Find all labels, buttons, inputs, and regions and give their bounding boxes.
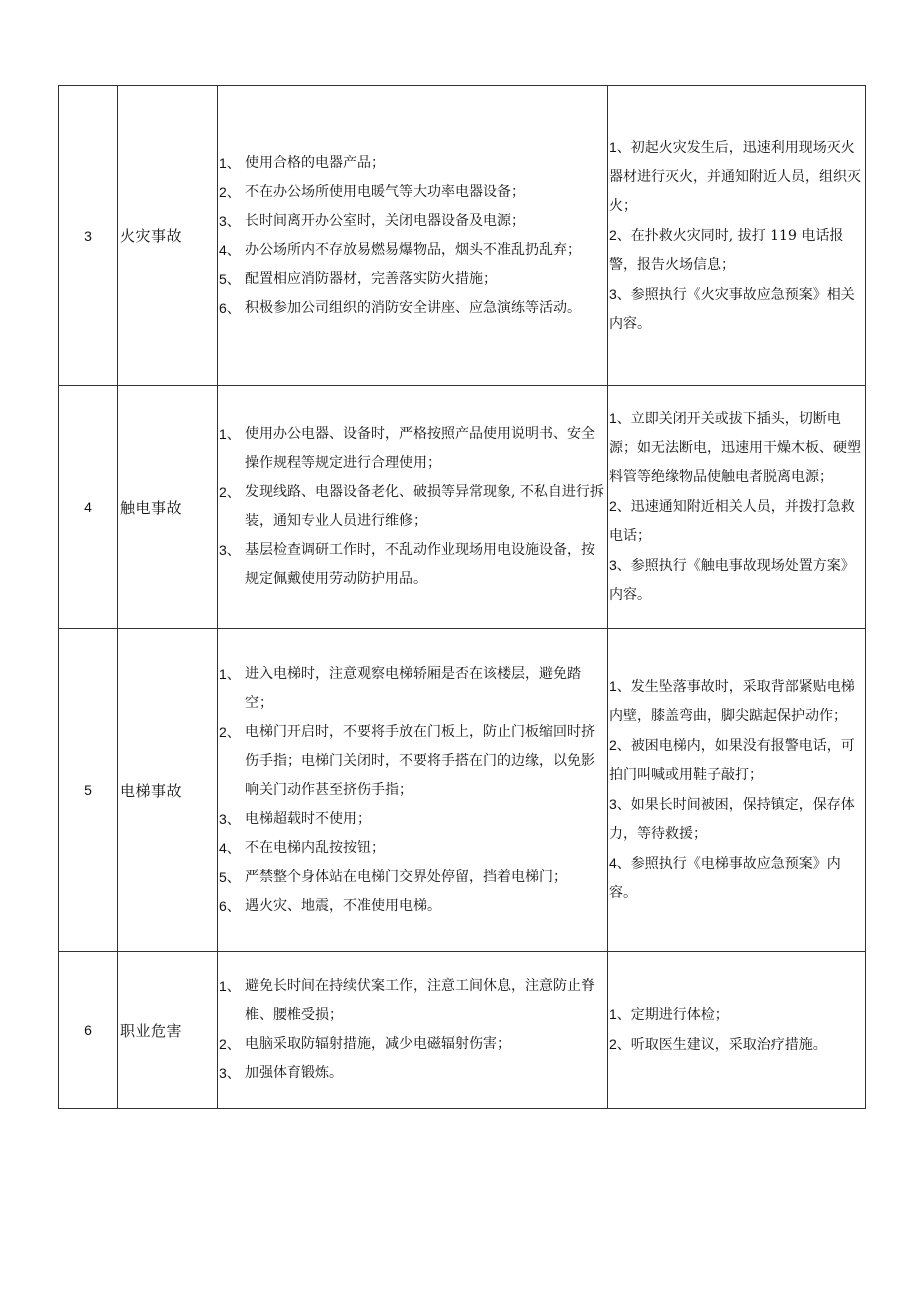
- row-number: 4: [59, 386, 118, 629]
- response-item: 2、听取医生建议，采取治疗措施。: [609, 1036, 827, 1053]
- prevention-measures-cell: [218, 952, 608, 1109]
- measure-item: 1、 使用合格的电器产品；: [219, 154, 385, 171]
- response-item: 3、如果长时间被困，保持镇定，保存体力，等待救援；: [609, 796, 855, 842]
- measure-item: 2、 不在办公场所使用电暖气等大功率电器设备；: [219, 183, 525, 200]
- response-item: 2、被困电梯内，如果没有报警电话，可拍门叫喊或用鞋子敲打；: [609, 737, 855, 783]
- measure-item: 4、 不在电梯内乱按按钮；: [219, 839, 385, 856]
- emergency-response-cell: [608, 629, 866, 952]
- measure-item: 3、 电梯超载时不使用；: [219, 810, 371, 827]
- measure-item: 2、 电梯门开启时，不要将手放在门板上，防止门板缩回时挤伤手指；电梯门关闭时，不要将手搭在门的边缘，以免影响关门动作甚至挤伤手指；: [219, 723, 595, 798]
- prevention-measures-cell: [218, 86, 608, 386]
- measure-item: 4、 办公场所内不存放易燃易爆物品，烟头不准乱扔乱弃；: [219, 241, 581, 258]
- row-number: 5: [59, 629, 118, 952]
- response-item: 2、迅速通知附近相关人员，并拨打急救电话；: [609, 498, 855, 544]
- emergency-response-cell: [608, 386, 866, 629]
- hazard-type: 电梯事故: [118, 629, 218, 952]
- response-item: 4、参照执行《电梯事故应急预案》内容。: [609, 855, 841, 901]
- measure-item: 1、 进入电梯时，注意观察电梯轿厢是否在该楼层，避免踏空；: [219, 665, 581, 711]
- hazard-type: 职业危害: [118, 952, 218, 1109]
- hazard-type: 火灾事故: [118, 86, 218, 386]
- measure-item: 2、 电脑采取防辐射措施，减少电磁辐射伤害；: [219, 1036, 511, 1052]
- table-row: [59, 952, 866, 1109]
- prevention-measures-cell: [218, 629, 608, 952]
- response-item: 1、定期进行体检；: [609, 1006, 729, 1023]
- table-body: [59, 86, 866, 1109]
- measure-item: 5、 配置相应消防器材，完善落实防火措施；: [219, 270, 497, 287]
- hazard-measures-table: [58, 85, 866, 1109]
- response-item: 1、发生坠落事故时，采取背部紧贴电梯内壁，膝盖弯曲，脚尖踮起保护动作；: [609, 678, 855, 724]
- emergency-response-cell: [608, 952, 866, 1109]
- measure-item: 6、 遇火灾、地震，不准使用电梯。: [219, 897, 441, 914]
- response-item: 1、初起火灾发生后，迅速利用现场灭火器材进行灭火，并通知附近人员，组织灭火；: [609, 138, 861, 214]
- measure-item: 1、 使用办公电器、设备时，严格按照产品使用说明书、安全操作规程等规定进行合理使用；: [219, 426, 595, 471]
- row-number: 3: [59, 86, 118, 386]
- prevention-measures-cell: [218, 386, 608, 629]
- measure-item: 2、 发现线路、电器设备老化、破损等异常现象, 不私自进行拆装，通知专业人员进行维修；: [219, 484, 604, 529]
- table-row: [59, 86, 866, 386]
- table-row: [59, 629, 866, 952]
- measure-item: 6、 积极参加公司组织的消防安全讲座、应急演练等活动。: [219, 299, 581, 316]
- response-item: 3、参照执行《触电事故现场处置方案》内容。: [609, 557, 855, 603]
- row-number: 6: [59, 952, 118, 1109]
- response-item: 2、在扑救火灾同时, 拔打 119 电话报警，报告火场信息；: [609, 226, 844, 273]
- measure-item: 3、 基层检查调研工作时，不乱动作业现场用电设施设备，按规定佩戴使用劳动防护用品。: [219, 542, 595, 587]
- hazard-type: 触电事故: [118, 386, 218, 629]
- measure-item: 5、 严禁整个身体站在电梯门交界处停留，挡着电梯门；: [219, 868, 567, 885]
- response-item: 3、参照执行《火灾事故应急预案》相关内容。: [609, 285, 855, 332]
- emergency-response-cell: [608, 86, 866, 386]
- measure-item: 3、 长时间离开办公室时，关闭电器设备及电源；: [219, 212, 525, 229]
- measure-item: 1、 避免长时间在持续伏案工作，注意工间休息，注意防止脊椎、腰椎受损；: [219, 978, 595, 1023]
- table-row: [59, 386, 866, 629]
- response-item: 1、立即关闭开关或拔下插头，切断电源；如无法断电，迅速用干燥木板、硬塑料管等绝缘物品使触电者脱离电源；: [609, 410, 861, 485]
- measure-item: 3、 加强体育锻炼。: [219, 1065, 343, 1081]
